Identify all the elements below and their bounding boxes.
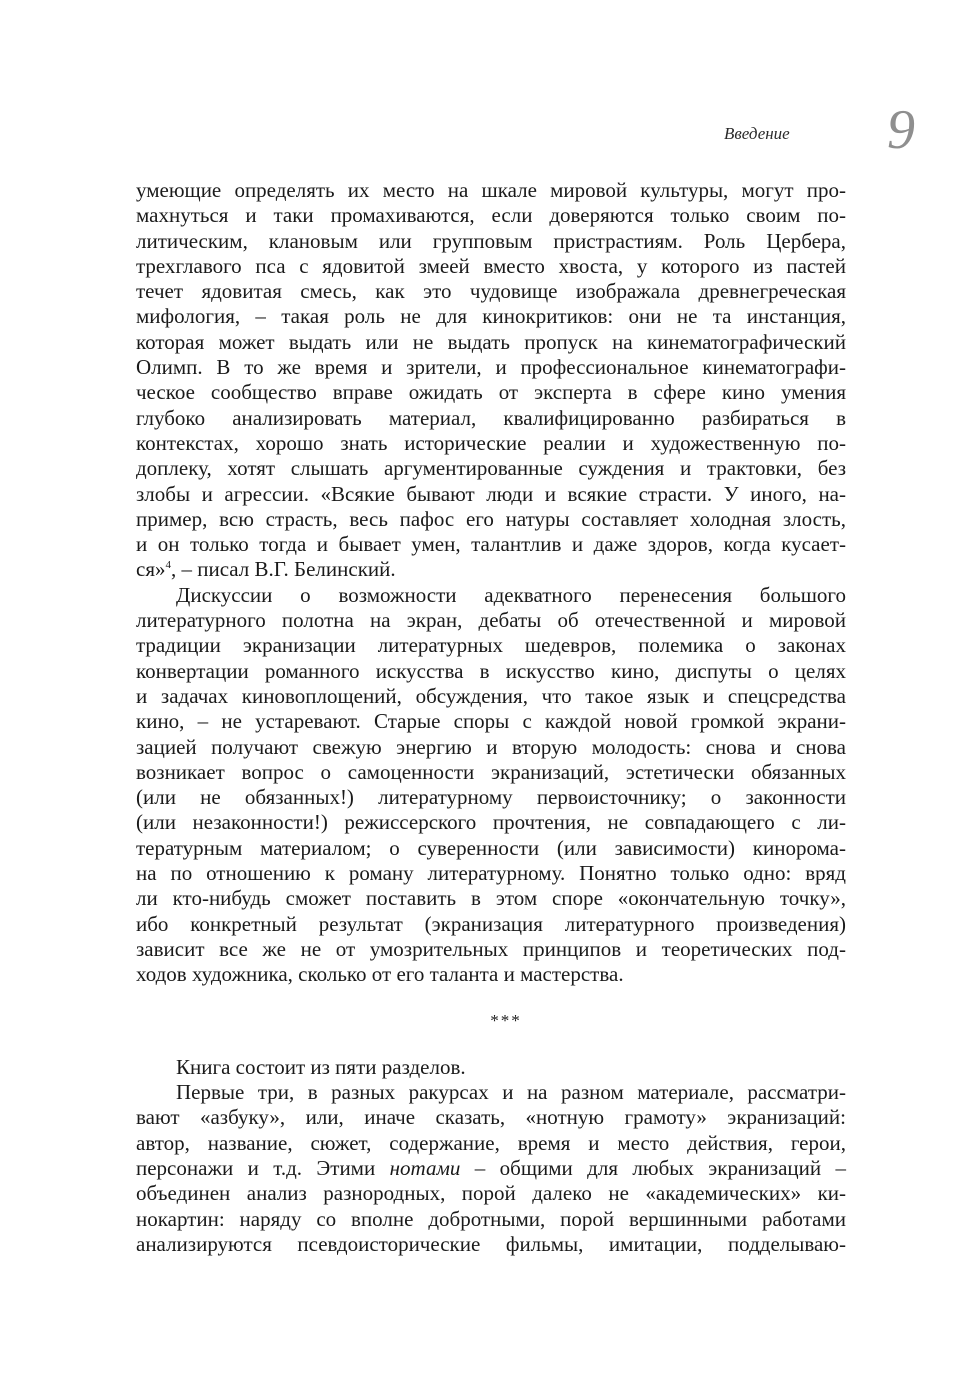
text-line: контекстах, хорошо знать исторические реалии и художественную по- bbox=[136, 430, 846, 455]
text-line: зависит все же не от умозрительных принципов и теоретических под- bbox=[136, 936, 846, 961]
text-segment: – общими для любых экранизаций – bbox=[460, 1155, 846, 1180]
text-line: объединен анализ разнородных, порой далеко не «академических» ки- bbox=[136, 1181, 846, 1206]
italic-term: нотами bbox=[389, 1155, 461, 1180]
text-line: (или не обязанных!) литературному первоисточнику; о законности bbox=[136, 785, 846, 810]
text-line: традиции экранизации литературных шедевров, полемика о законах bbox=[136, 633, 846, 658]
text-line: вают «азбуку», или, иначе сказать, «нотную грамоту» экранизаций: bbox=[136, 1105, 846, 1130]
paragraph-1 bbox=[136, 178, 846, 583]
text-line: кино, – не устаревают. Старые споры с каждой новой громкой экрани- bbox=[136, 709, 846, 734]
paragraph-2 bbox=[136, 583, 846, 988]
attribution: , – писал В.Г. Белинский. bbox=[170, 557, 396, 582]
quote-end: ся» bbox=[136, 557, 166, 582]
text-line: анализируются псевдоисторические фильмы, имитации, подделываю- bbox=[136, 1231, 846, 1256]
text-line: умеющие определять их место на шкале мировой культуры, могут про- bbox=[136, 178, 846, 202]
paragraph-4 bbox=[136, 1080, 846, 1257]
paragraph-3 bbox=[136, 1055, 846, 1080]
text-line: доплеку, хотят слышать аргументированные суждения и трактовки, без bbox=[136, 456, 846, 481]
text-line: ли кто-нибудь сможет поставить в этом споре «окончательную точку», bbox=[136, 886, 846, 911]
text-line: ибо конкретный результат (экранизация литературного произведения) bbox=[136, 911, 846, 936]
text-line: и задачах киновоплощений, обсуждения, что такое язык и спецсредства bbox=[136, 683, 846, 708]
text-line: пример, всю страсть, весь пафос его натуры составляет холодная злость, bbox=[136, 506, 846, 531]
text-line: ческое сообщество вправе ожидать от эксперта в сфере кино умения bbox=[136, 380, 846, 405]
text-line: литературного полотна на экран, дебаты об отечественной и мировой bbox=[136, 608, 846, 633]
text-line: и он только тогда и бывает умен, талантлив и даже здоров, когда кусает- bbox=[136, 532, 846, 557]
text-segment: персонажи и т.д. Этими bbox=[136, 1155, 390, 1180]
text-line-last bbox=[136, 557, 846, 582]
text-line: злобы и агрессии. «Всякие бывают люди и всякие страсти. У иного, на- bbox=[136, 481, 846, 506]
text-line: Книга состоит из пяти разделов. bbox=[176, 1054, 466, 1079]
text-line: на по отношению к роману литературному. Понятно только одно: вряд bbox=[136, 861, 846, 886]
text-line: зацией получают свежую энергию и вторую молодость: снова и снова bbox=[136, 734, 846, 759]
section-separator: *** bbox=[490, 1010, 522, 1030]
text-line: махнуться и таки промахиваются, если доверяются только своим по- bbox=[136, 203, 846, 228]
text-line: конвертации романного искусства в искусство кино, диспуты о целях bbox=[136, 658, 846, 683]
text-line: литическим, клановым или групповым пристрастиям. Роль Цербера, bbox=[136, 228, 846, 253]
text-line: трехглавого пса с ядовитой змеей вместо хвоста, у которого из пастей bbox=[136, 253, 846, 278]
text-line: тературным материалом; о суверенности (или зависимости) кинорома- bbox=[136, 835, 846, 860]
text-line: возникает вопрос о самоценности экранизаций, эстетически обязанных bbox=[136, 759, 846, 784]
page-number: 9 bbox=[887, 99, 915, 161]
text-line: Олимп. В то же время и зрители, и профессиональное кинематографи- bbox=[136, 355, 846, 380]
text-line: глубоко анализировать материал, квалифицированно разбираться в bbox=[136, 405, 846, 430]
running-title: Введение bbox=[724, 124, 790, 143]
text-line: нокартин: наряду со вполне добротными, порой вершинными работами bbox=[136, 1206, 846, 1231]
text-line: (или незаконности!) режиссерского прочтения, не совпадающего с ли- bbox=[136, 810, 846, 835]
body-text bbox=[136, 178, 846, 1257]
footnote-reference[interactable]: 4 bbox=[165, 559, 171, 572]
text-line: которая может выдать или не выдать пропуск на кинематографический bbox=[136, 329, 846, 354]
text-line: Первые три, в разных ракурсах и на разном материале, рассматри- bbox=[176, 1080, 846, 1105]
text-line: течет ядовитая смесь, как это чудовище изображала древнегреческая bbox=[136, 279, 846, 304]
text-line bbox=[136, 1156, 846, 1181]
text-line: автор, название, сюжет, содержание, время и место действия, герои, bbox=[136, 1130, 846, 1155]
text-line: мифология, – такая роль не для кинокритиков: они не та инстанция, bbox=[136, 304, 846, 329]
text-line: Дискуссии о возможности адекватного перенесения большого bbox=[176, 582, 846, 607]
text-line-last: ходов художника, сколько от его таланта и мастерства. bbox=[136, 962, 624, 987]
